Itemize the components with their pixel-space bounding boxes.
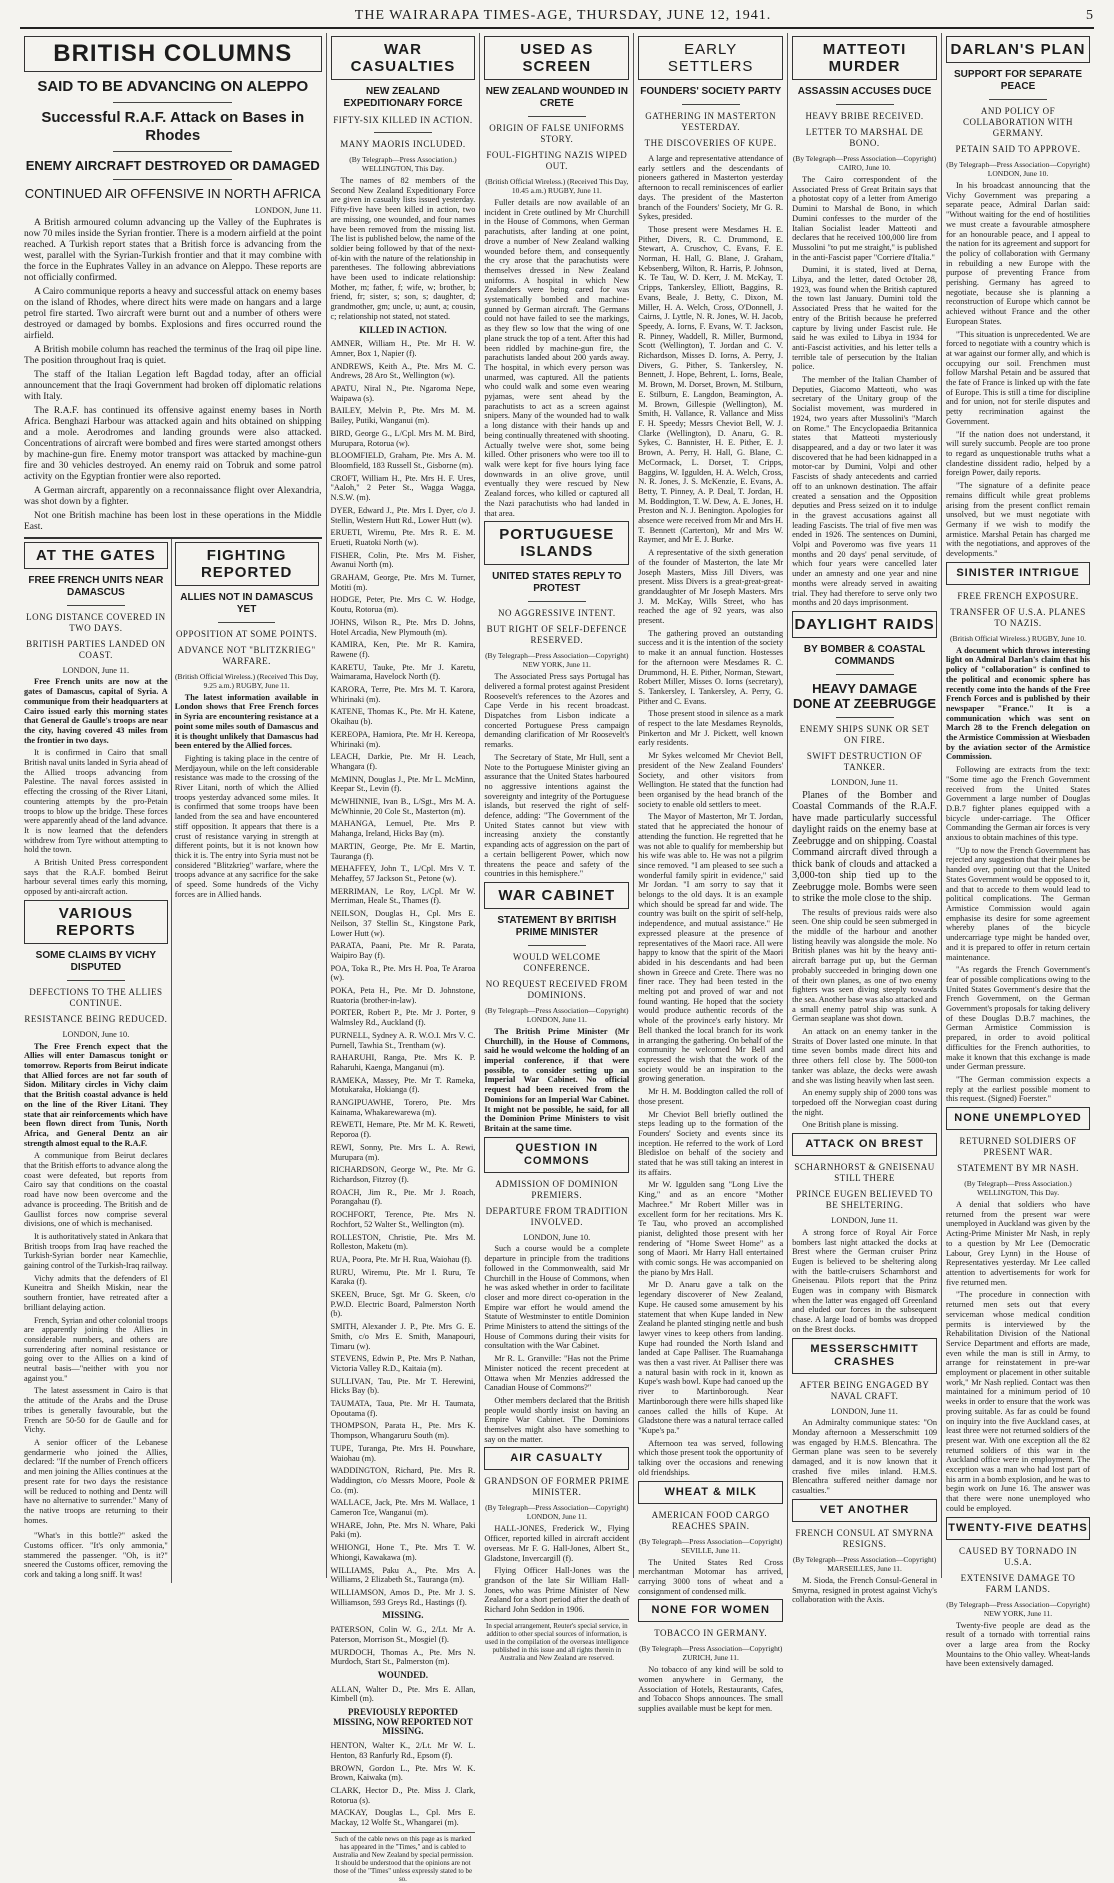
casualty-entry: WADDINGTON, Richard, Pte. Mrs R. Waddington, c/o Messrs Moore, Poole & Co. (m). [330,1466,476,1495]
deck: LONG DISTANCE COVERED IN TWO DAYS. [26,611,166,633]
paragraph: Mr R. L. Granville: "Has not the Prime Minister noticed the recent precedent at Ottawa when Mr Menzies addressed the Canadian House of Commons?" [484,1354,630,1393]
byline: (By Telegraph—Press Association—Copyright) SEVILLE, June 11. [638,1536,783,1555]
paragraph: A communique from Beirut declares that the British efforts to advance along the coast were defeated, but reports from Cairo say that conditions on the coastal road have now been overcome and the advance is proceeding. The British and de Gaullist forces now comprise several divisions, one of which is mechanised. [24,1151,168,1229]
casualty-entry: MURDOCH, Thomas A., Pte. Mrs N. Murdoch, Start St., Palmerston (m). [330,1647,476,1667]
paragraph: The Mayor of Masterton, Mr T. Jordan, stated that he appreciated the honour of attending the function. He regretted that he was not able to qualify for membership but his wife was able to. He was not a pilgrim since removed. "I am pleased to see such a wonderful family spirit in evidence," said Mr Jordan. "I am sorry to say that it belongs to the old days. It is an example which should be spread far and wide. The country was built on the spirit of self-help, independence, and mutual assistance." He expressed pleasure at the presence of representatives of the Maori race. All were happy to know that the spirit of the Maori abided in his descendants and had been shown in Greece and Crete. There was no finer race. They had been tested in the melting pot and proved of war and not found wanting. He hoped that the society would produce authentic records of the whole of the province's early history. Mr Bell thanked the local branch for its work in arranging the gathering. On behalf of the community he welcomed Mr Bell and expressed the wish that the work of the society would be an inspiration to the growing generation. [638,812,784,1084]
casualty-entry: BLOOMFIELD, Graham, Pte. Mrs A. M. Bloomfield, 183 Russell St., Gisborne (m). [330,451,476,470]
column-war-casualties [327,33,481,1883]
paragraph: The latest information available in London shows that Free French forces in Syria are encountering resistance at a point some miles south of Damascus and it is thought unlikely that Damascus had been entered by the Allied forces. [174,692,319,751]
masthead [20,8,1094,29]
casualty-entry: KATENE, Thomas K., Pte. Mr H. Katene, Okaihau (b). [330,707,476,727]
casualty-entry: POKA, Peta H., Pte. Mr D. Johnstone, Ruatoria (brother-in-law). [330,986,476,1005]
headline: NONE FOR WOMEN [638,1599,783,1622]
casualty-entry: PATERSON, Colin W. G., 2/Lt. Mr A. Paterson, Morrison St., Mosgiel (f). [330,1625,476,1644]
casualty-entry: MERRIMAN, Le Roy, L/Cpl. Mr W. Merriman, Heale St., Thames (f). [330,886,476,906]
headline: WAR CABINET [484,882,629,909]
deck: NO AGGRESSIVE INTENT. [498,608,616,619]
paragraph: A strong force of Royal Air Force bombers last night attacked the docks at Brest where the German cruiser Prinz Eugen is believed to be sheltering along with the battle-cruisers Scharnhorst and Gneisenau. Pilots report that the Prinz Eugen was in company with Bismarck when the latter was engaged off Greenland and eluded our forces in the subsequent chase. A large load of bombs was dropped on the Brest docks. [792,1227,937,1334]
deck: BRITISH PARTIES LANDED ON COAST. [26,638,166,660]
casualty-entry: WILLIAMSON, Amos D., Pte. Mr J. S. Williamson, 593 Greys Rd., Hastings (f). [330,1588,476,1607]
casualty-entry: ALLAN, Walter D., Pte. Mrs E. Allan, Kimbell (m). [330,1684,476,1704]
paragraph: A senior officer of the Lebanese gendarmerie who joined the Allies, declared: "If the number of French officers and men joining the Allies continues at the present rate for two days the resistance will be reduced to nothing and Dentz will have no alternative to surrender." Many of the native troops are returning to their homes. [24,1438,168,1525]
casualty-entry: SKEEN, Bruce, Sgt. Mr G. Skeen, c/o P.W.D. Electric Board, Palmerston North (b). [330,1290,476,1319]
kicker: ENEMY AIRCRAFT DESTROYED OR DAMAGED [25,158,320,173]
paragraph: "As regards the French Government's fear of possible complications owing to the United States Government's desire that the French Government, on the German Government's proposals for taking delivery of these Douglas D.B.7 machines, the German Armistice Commission is prepared, in order to avoid political difficulties for the French authorities, to make it known that this exchange is made under German pressure. [946,965,1091,1072]
paragraph: A German aircraft, apparently on a reconnaissance flight over Alexandria, was shot down by a fighter. [24,485,322,507]
deck: TRANSFER OF U.S.A. PLANES TO NAZIS. [950,606,1086,628]
casualty-entry: RAHARUHI, Ranga, Pte. Mrs K. P. Raharuhi, Kaenga, Manganui (m). [330,1053,476,1072]
deck: THE DISCOVERIES OF KUPE. [644,138,777,148]
killed-list [331,339,476,1607]
paragraph: The staff of the Italian Legation left Bagdad today, after an official announcement that the Iraqi Government had broken off diplomatic relations with Italy. [24,369,322,402]
paragraph: The Free French expect that the Allies will enter Damascus tonight or tomorrow. Reports from Beirut indicate that Allied forces are not far south of Sidon. Military circles in Vichy claim that the British coastal advance is held on the line of the River Litani. They state that air reinforcements which have been flown direct from Tunis, North Africa, and General Dentz an air strength almost equal to the R.A.F. [24,1041,168,1148]
casualty-entry: ROACH, Jim R., Pte. Mr J. Roach, Porangahau (f). [330,1187,476,1207]
paragraph: M. Sioda, the French Consul-General in Smyrna, resigned in protest against Vichy's collaboration with the Axis. [792,1575,937,1605]
casualty-entry: KAMIRA, Ken, Pte. Mr R. Kamira, Rawene (f). [330,640,476,659]
headline: AT THE GATES [24,542,168,569]
byline: (By Telegraph—Press Association—Copyright) ZURICH, June 11. [638,1644,783,1663]
paragraph: A large and representative attendance of early settlers and the descendants of pioneers gathered in Masterton yesterday afternoon to recall reminiscences of earlier days. The president of the Masterton branch of the Founders' Society, Mr G. R. Sykes, presided. [638,154,784,222]
paragraph: The gathering proved an outstanding success and it is the intention of the society to make it an annual function. Hostesses for the afternoon were Mesdames R. C. Drummond, H. E. Pither, Norman, Stewart, Robert Miller, Misses O. Iorns (secretary), S. Tankersley, I. Tankersley, A. Perry, G. Pither and C. Evans. [638,628,784,706]
deck: CAUSED BY TORNADO IN U.S.A. [958,1545,1078,1567]
deck: RETURNED SOLDIERS OF PRESENT WAR. [959,1136,1077,1158]
casualty-entry: STEVENS, Edwin P., Pte. Mrs P. Nathan, Victoria Valley R.D., Kaitaia (m). [330,1354,476,1373]
wounded-list [331,1685,476,1704]
column-fighting [172,539,322,1583]
paragraph: "Up to now the French Government has rejected any suggestion that their planes be handed over, pointing out that the United States Government would be opposed to it, and that to accede to them would lead to political complications. The German Armistice Commission would again emphasise its desire for some agreement whereby planes of the bicycle undercarriage type might be handed over, and it is prepared to offer in return certain maintenance. [946,845,1091,962]
casualty-entry: APATU, Niral N., Pte. Ngaroma Nepe, Waipawa (s). [330,384,476,403]
deck: DEFECTIONS TO THE ALLIES CONTINUE. [29,986,163,1008]
casualty-entry: PARATA, Paani, Pte. Mr R. Parata, Waipiro Bay (f). [330,941,476,960]
kicker: Successful R.A.F. Attack on Bases in Rhodes [41,109,305,144]
deck: HEAVY BRIBE RECEIVED. [805,111,924,121]
paragraph: The Secretary of State, Mr Hull, sent a Note to the Portuguese Minister giving an assurance that the United States harboured no aggressive intentions against the sovereignty and integrity of the Portuguese islands, but reserved the right of self-defence, adding: "The Government of the United States cannot but view with increasing anxiety the constantly expanding acts of aggression on the part of a certain belligerent Power, which now threatens the peace and safety of the countries in this hemisphere." [484,752,630,879]
deck: ADMISSION OF DOMINION PREMIERS. [495,1178,619,1200]
paragraph: Mr Cheviot Bell briefly outlined the steps leading up to the formation of the Founders' Society and events since its inception. He referred to the work of Lord Bledisloe on behalf of the society and stated that he was still taking an interest in its affairs. [638,1109,784,1177]
deck: AFTER BEING ENGAGED BY NAVAL CRAFT. [799,1379,930,1401]
headline: USED AS SCREEN [484,36,629,80]
byline: (By Telegraph—Press Association—Copyright) MARSEILLES, June 11. [792,1554,937,1573]
kicker: SUPPORT FOR SEPARATE PEACE [954,69,1082,92]
headline: DARLAN'S PLAN [946,36,1090,63]
paragraph: The British Prime Minister (Mr Churchill), in the House of Commons, said he would welcome the holding of an imperial conference, if that were possible, to consider setting up an Imperial War Cabinet. No official request had been received from the Dominions for an Imperial War Cabinet. It might not be possible, he said, for all the Dominion Prime Ministers to visit Britain at the same time. [484,1026,630,1133]
deck: ADVANCE NOT "BLITZKRIEG" WARFARE. [177,644,316,666]
byline: (British Official Wireless.) (Received This Day, 9.25 a.m.) RUGBY, June 11. [175,671,319,690]
headline-british-columns: BRITISH COLUMNS [24,36,322,72]
column-lead [20,33,327,1578]
paragraph: "What's in this bottle?" asked the Customs officer. "It's only ammonia," stammered the passenger. "Oh, is it?" sneered the Customs officer, removing the cork and taking a long sniff. It was! [24,1531,168,1580]
casualty-entry: KEREOPA, Hamiora, Pte. Mr H. Kereopa, Whirinaki (m). [330,729,476,749]
paragraph: A British armoured column advancing up the Valley of the Euphrates is now 70 miles inside the Syrian frontier. There is a modern airfield at the point reached. A Turkish report states that a British force is advancing from the west, parallel with the Syrian-Turkish frontier and that it may combine with the force in the Euphrates Valley in an advance on Aleppo. These reports are not officially confirmed. [24,217,322,283]
paragraph: "The signature of a definite peace remains difficult while great problems arising from the present conflict remain unsolved, but we must negotiate with Germany if we wish to modify the armistice. Marshal Petain has charged me with the negotiations, and approves of the developments." [946,481,1091,559]
paragraph: Such a course would be a complete departure in principle from the traditions followed in the Commonwealth, said Mr Churchill in the House of Commons, when he was asked whether in order to facilitate closer and more direct co-operation in the Empire war effort he would amend the Statute of Westminster to entitle Dominion Prime Ministers to attend the sittings of the House of Commons during their visits for consultation with the War Cabinet. [484,1244,630,1351]
casualty-entry: WHIONGI, Hone T., Pte. Mrs T. W. Whiongi, Kawakawa (m). [330,1543,476,1562]
paragraph: Mr H. M. Boddington called the roll of those present. [638,1087,784,1106]
dateline: LONDON, June 11. [831,1406,898,1416]
headline: WHEAT & MILK [638,1481,783,1504]
dateline: LONDON, June 11. [254,206,322,215]
paragraph: "If the nation does not understand, it will surely succumb. People are too prone to regard as unquestionable truths what a clandestine dissident radio, helped by a foreign Power, daily reports. [946,429,1091,478]
kicker: HEAVY DAMAGE DONE AT ZEEBRUGGE [793,680,937,711]
casualty-entry: ANDREWS, Keith A., Pte. Mrs M. C. Andrews, 28 Aro St., Wellington (w). [330,361,476,381]
paragraph: The United States Red Cross merchantman Motomar has arrived, carrying 3000 tons of wheat and a consignment of condensed milk. [638,1557,784,1596]
paragraph: No tobacco of any kind will be sold to women anywhere in Germany, the Association of Hotels, Restaurants, Cafes, and Tobacco Shops announces. The small supplies available must be kept for men. [638,1665,784,1714]
paragraph: Fighting is taking place in the centre of Merdjayoun, while on the left considerable resistance was made to the crossing of the River Litani, north of which the Allied troops yesterday advanced some miles. It is confirmed that some troops have been landed from the sea and have encountered stiff opposition. It appears that there is a crust of resistance varying in strength at different points, but it is not known how thick it is. The entry into Syria must not be considered "Blitzkrieg" warfare, where the troops advance at any sacrifice for the sake of speed. Some hundreds of the Vichy forces are in Allied hands. [174,753,319,899]
masthead-title: THE WAIRARAPA TIMES-AGE, THURSDAY, JUNE 12, 1941. [354,8,772,23]
paragraph: An attack on an enemy tanker in the Straits of Dover lasted one minute. In that time seven bombs made direct hits and three others fell close by. The 5000-ton tanker was ablaze, the decks were awash and she was listing heavily when last seen. [792,1027,937,1085]
paragraph: Following are extracts from the text: "Some time ago the French Government received from the United States Government a large number of Douglas D.B.7 fighter planes equipped with a bicycle under-carriage. The Officer Commanding the German air forces is very anxious to obtain machines of this type. [946,765,1091,843]
paragraph: A British United Press correspondent says that the R.A.F. bombed Beirut harbour several times early this morning, opposed by anti-aircraft action. [24,858,168,897]
casualty-entry: WHARE, John, Pte. Mrs N. Whare, Paki Paki (m). [330,1520,476,1540]
headline: NONE UNEMPLOYED [946,1107,1090,1130]
column-early-settlers [634,33,788,1714]
casualty-entry: RICHARDSON, George W., Pte. Mr G. Richardson, Fitzroy (f). [330,1165,476,1184]
casualty-entry: ERUETI, Wiremu, Pte. Mrs R. E. M. Erueti, Ruatoki North (w). [330,528,476,547]
deck: GRANDSON OF FORMER PRIME MINISTER. [484,1476,630,1498]
paragraph: Those present stood in silence as a mark of respect to the late Mesdames Reynolds, Pinkerton and Mr J. Pickett, well known early residents. [638,709,784,748]
headline: QUESTION IN COMMONS [484,1137,629,1173]
casualty-entry: RURU, Wiremu, Pte. Mr I. Ruru, Te Karaka (f). [330,1267,476,1287]
kicker: NEW ZEALAND EXPEDITIONARY FORCE [343,86,463,109]
column-darlan [942,33,1094,1669]
headline: VARIOUS REPORTS [24,900,168,944]
paragraph: An Admiralty communique states: "On Monday afternoon a Messerschmitt 109 was engaged by H.M.S. Blencathra. The German plane was seen to be severely damaged, and it is now known that it crashed five miles inland. H.M.S. Blencathra suffered neither damage nor casualties." [792,1418,937,1496]
casualty-entry: GRAHAM, George, Pte. Mrs M. Turner, Motiti (m). [330,573,476,592]
deck: AND POLICY OF COLLABORATION WITH GERMANY. [962,106,1074,138]
casualty-entry: CROFT, William H., Pte. Mrs H. F. Ures, "Aaloh," 2 Peter St., Wagga Wagga, N.S.W. (m). [330,473,476,503]
byline: (By Telegraph—Press Association—Copyright) CAIRO, June 10. [792,154,937,172]
paragraph: Vichy admits that the defenders of El Kuneitra and Sheikh Miskin, near the southern frontier, have retreated after a brilliant delaying action. [24,1273,168,1312]
casualty-entry: WALLACE, Jack, Pte. Mrs M. Wallace, 1 Cameron Tce, Wanganui (m). [330,1498,476,1518]
casualty-entry: FISHER, Colin, Pte. Mrs M. Fisher, Awanui North (m). [330,550,476,570]
paragraph: Other members declared that the British people would shortly insist on having an Empire War Cabinet. The Dominions themselves might also have something to say on the matter. [484,1395,630,1444]
deck: OPPOSITION AT SOME POINTS. [175,628,318,639]
casualty-entry: SMITH, Alexander J. P., Pte. Mrs G. E. Smith, c/o Mrs E. Smith, Manapouri, Timaru (w). [330,1322,476,1351]
casualty-entry: KARETU, Tauke, Pte. Mr J. Karetu, Waimarama, Havelock North (f). [330,662,476,682]
deck: FREE FRENCH EXPOSURE. [957,590,1079,601]
paragraph: The names of 82 members of the Second New Zealand Expeditionary Force are given in casualty lists issued yesterday. Fifty-five have been killed in action, two are missing, one wounded, and four names have been removed from the missing list. The list is published below, the name of the soldier being followed by that of the next-of-kin with the nature of the relationship in parentheses. The following abbreviations have been used to indicate relationship: Mother, m; father, f; wife, w; brother, b; friend, fr; sister, s; son, s; daughter, d; grandmother, gm; uncle, u; aunt, a; cousin, c; relationship not stated, not stated. [330,176,476,321]
page-number: 5 [1086,8,1094,23]
paragraph: "The procedure in connection with returned men sets out that every serviceman whose medical condition permits is interviewed by the Rehabilitation Division of the National Service Department and efforts are made, even while the man is still in Army, to arrange for reinstatement in pre-war employment or placement in other suitable work," Mr Nash replied. Contact was then maintained for a minimum period of 10 weeks in order to ensure that the work was proving suitable. As far as could be found on inquiry into the five Auckland cases, at least three were not returned soldiers of the present war. With one exception all the 82 returned soldiers of this war in the Auckland office were in employment. The exception was a man who had lost part of his arm in a bomb explosion, and he was to begin work on June 16. The answer was that there were none unemployed who could be employed. [946,1290,1091,1513]
headline: AIR CASUALTY [484,1447,629,1470]
kicker: ASSASSIN ACCUSES DUCE [797,86,932,97]
casualty-entry: RAMEKA, Massey, Pte. Mr T. Rameka, Motukaraka, Hokianga (f). [330,1075,476,1095]
casualty-entry: BAILEY, Melvin P., Pte. Mrs M. M. Bailey, Putiki, Wanganui (m). [330,406,476,426]
byline: (British Official Wireless.) RUGBY, June 10. [950,633,1086,643]
paragraph: Planes of the Bomber and Coastal Commands of the R.A.F. have made particularly successful daylight raids on the enemy base at Zeebrugge and on shipping. Coastal Command aircraft dived through a thick bank of clouds and attacked a 3,000-ton ship tied up to the Zeebrugge mole. Bombs were seen to strike the mole close to the ship. [792,789,937,905]
casualty-entry: NEILSON, Douglas H., Cpl. Mrs E. Neilson, 37 Stellin St., Kingstone Park, Lower Hutt (w). [330,909,476,938]
casualty-entry: RANGIPUAWHE, Torero, Pte. Mrs Kainama, Whakarewarewa (m). [330,1098,476,1117]
paragraph: Twenty-five people are dead as the result of a tornado with torrential rains over a large area from the Rocky Mountains to the Ohio valley. Wheat-lands have been extensively damaged. [946,1620,1091,1669]
casualty-entry: REWI, Sonny, Pte. Mrs L. A. Rewi, Murupara (m). [330,1142,476,1162]
paragraph: Not one British machine has been lost in these operations in the Middle East. [24,510,322,532]
deck: PETAIN SAID TO APPROVE. [955,144,1081,154]
deck: LETTER TO MARSHAL DE BONO. [805,127,924,148]
paragraph: The Cairo correspondent of the Associated Press of Great Britain says that a photostat copy of a letter from Amerigo Dumini to Marshal de Bono, in which Dumini confesses to the murder of the Italian Socialist leader Matteoti and declares that he received 100,000 lire from Mussolini "to put me straight," is published in the anti-Fascist paper "Corriere d'Italia." [792,175,937,262]
dateline: LONDON, June 10. [62,1029,130,1039]
byline: (By Telegraph—Press Association—Copyright) LONDON, June 10. [946,160,1090,178]
column-matteoti [788,33,942,1605]
headline: MATTEOTI MURDER [792,36,937,80]
paragraph: "The German commission expects a reply at the earliest possible moment to this request. (Signed) Foerster." [946,1074,1091,1104]
paragraph: The R.A.F. has continued its offensive against enemy bases in North Africa. Benghazi Harbour was attacked again and hits obtained on shipping and a mole. Aerodromes and landing grounds were also attacked. Concentrations of aircraft were bombed and fires were started amongst others by machine-gun fire. Enemy motor transport was attacked by machine-gun fire and 30 vehicles destroyed. An enemy raid on Tobruk and some patrol activity on the Egyptian frontier were also reported. [24,405,322,482]
kicker: UNITED STATES REPLY TO PROTEST [492,571,622,595]
headline: PORTUGUESE ISLANDS [484,521,629,565]
paragraph: One British plane is missing. [802,1120,899,1130]
casualty-entry: MAHANGA, Lemuel, Pte. Mrs P. Mahanga, Ireland, Hicks Bay (m). [330,819,476,839]
paragraph: An enemy supply ship of 2000 tons was torpedoed off the Norwegian coast during the night. [792,1088,937,1117]
headline: MESSERSCHMITT CRASHES [792,1338,937,1374]
prev-list [331,1741,476,1828]
column-gates [24,539,172,1583]
casualty-entry: HODGE, Peter, Pte. Mrs C. W. Hodge, Koutu, Rotorua (m). [330,595,476,615]
column-crete [480,33,634,1662]
paragraph: A representative of the sixth generation of the founder of Masterton, the late Mr Joseph Masters, Miss Jill Divers, was present. Miss Divers is a great-great-great-granddaughter of Mr Joseph Masters. Mrs J. M. McKay, Wills Street, who has reached the age of 92 years, was also present. [638,548,784,626]
paragraph: Fuller details are now available of an incident in Crete outlined by Mr Churchill in the House of Commons, when German parachutists, after landing at one point, drove a number of New Zealand walking wounded before them, and consequently the cry arose that the parachutists were themselves dressed in New Zealand uniforms. A hospital in which New Zealanders were being cared for was systematically bombed and machine-gunned by German aircraft. The Germans could not have failed to see the markings, as they flew so low that the wing of one plane struck the top of a tent. After this had been riddled by machine-gun fire, the parachutists landed about 200 yards away. The hospital, in which every person was unarmed, was captured. All the patients who could walk and some even wearing pyjamas, were sent ahead by the parachutists to act as a screen against snipers. Many of the wounded had to walk a long distance with their hands up and being continually threatened with shooting. Actually twelve were shot, some being killed. Other prisoners who were too ill to walk were kept for five hours lying face downwards in an olive grove, until eventually they were rescued by New Zealand forces, who killed or captured all the Nazi parachutists who had landed in that area. [484,198,630,518]
casualty-entry: McWHINNIE, Ivan B., L/Sgt., Mrs M. A. McWhinnie, 20 Cole St., Masterton (m). [330,797,476,816]
deck: GATHERING IN MASTERTON YESTERDAY. [645,111,777,132]
casualty-entry: RUA, Poora, Pte. Mr H. Rua, Waiohau (f). [330,1254,472,1264]
paragraph: A document which throws interesting light on Admiral Darlan's claim that his policy of "collaboration" is confined to the political and economic sphere has recently come into the hands of the Free French Forces and is published by their newspaper "France." It is a communication which was sent on March 28 to the French delegation on the Armistice Commission at Wiesbaden by the aviation sector of the Armistice Commission. [946,645,1091,762]
dateline: LONDON, June 11. [831,1216,898,1226]
casualty-entry: MARTIN, George, Pte. Mr E. Martin, Tauranga (f). [330,841,476,861]
dateline: LONDON, June 11. [62,665,130,675]
casualty-entry: THOMPSON, Parata H., Pte. Mrs K. Thompson, Whangaruru South (m). [330,1421,476,1441]
casualty-entry: CLARK, Hector D., Pte. Miss J. Clark, Rotorua (s). [330,1785,476,1805]
byline: (By Telegraph—Press Association—Copyright) NEW YORK, June 11. [946,1599,1090,1618]
casualty-entry: MACKAY, Douglas L., Cpl. Mrs E. Mackay, 12 Wolfe St., Whangarei (m). [330,1808,476,1828]
paragraph: In his broadcast announcing that the Vichy Government was preparing a separate peace, Admiral Darlan said: "Without waiting for the end of hostilities we must create a favourable atmosphere for an honourable peace, and I appeal to the nation for its agreement and support for the policy of collaboration with Germany in rebuilding a new Europe with the purpose of preventing France from perishing. Germany has agreed to negotiate, because she is planning a reconstruction of Europe which cannot be achieved without France and the other European States. [946,181,1091,326]
casualty-entry: BIRD, George G., L/Cpl. Mrs M. M. Bird, Murupara, Rotorua (w). [330,428,476,448]
casualty-entry: HENTON, Walter K., 2/Lt. Mr W. L. Henton, 83 Ranfurly Rd., Epsom (f). [330,1741,476,1760]
casualty-entry: SULLIVAN, Tau, Pte. Mr T. Herewini, Hicks Bay (b). [330,1376,476,1396]
headline: ATTACK ON BREST [792,1133,937,1156]
casualty-entry: ROLLESTON, Christie, Pte. Mrs M. Rolleston, Maketu (m). [330,1232,476,1252]
section-heading: KILLED IN ACTION. [359,324,447,335]
casualty-entry: LEACH, Darkie, Pte. Mr H. Leach, Whangara (f). [330,752,476,771]
deck: TOBACCO IN GERMANY. [654,1628,768,1639]
headline: TWENTY-FIVE DEATHS [946,1517,1090,1540]
section-heading: MISSING. [382,1610,424,1621]
paragraph: French, Syrian and other colonial troops are apparently joining the Allies in considerable numbers, and others are surrendering after nominal resistance or going over to the Allies on a kind of neutral basis—"neither with you nor against you." [24,1315,168,1383]
deck: DEPARTURE FROM TRADITION INVOLVED. [485,1205,629,1227]
headline: DAYLIGHT RAIDS [792,611,937,638]
deck: FRENCH CONSUL AT SMYRNA RESIGNS. [795,1527,934,1549]
paragraph: Afternoon tea was served, following which those present took the opportunity of talking over the occasions and renewing old friendships. [638,1438,784,1477]
deck: STATEMENT BY MR NASH. [957,1163,1079,1174]
casualty-entry: POA, Toka R., Pte. Mrs H. Poa, Te Araroa (w). [330,963,476,983]
deck: EXTENSIVE DAMAGE TO FARM LANDS. [960,1572,1076,1594]
deck: FOUL-FIGHTING NAZIS WIPED OUT. [486,150,628,171]
paragraph: Mr W. Iggulden sang "Long Live the King," and as an encore "Mother Machree." Mr Robert Miller was in excellent form for her recitations. Mrs K. Te Tau, who proved an accomplished pianist, delighted those present with her rendering of "Home Sweet Home" as a song of Maori. Mr Harry Hall entertained with comic songs. He was accompanied on the piano by Mrs Hall. [638,1180,784,1277]
headline: WAR CASUALTIES [331,36,476,80]
casualty-entry: PORTER, Robert P., Pte. Mr J. Porter, 9 Walmsley Rd., Auckland (f). [330,1008,476,1028]
paragraph: Free French units are now at the gates of Damascus, capital of Syria. A communique from their headquarters at Cairo issued early this morning states that General de Gaulle's troops are near the city, having covered 43 miles from the frontier in two days. [24,677,168,745]
paragraph: Mr D. Anaru gave a talk on the legendary discoverer of New Zealand, Kupe. He caused some amusement by his statement that when Kupe landed in New Zealand he planted stinging nettle and bush lawyer vines to keep others from landing. Kupe had rounded the North Island and landed at Cape Palliser. The Ruamahanga was then a vast river. At Palliser there was a natural basin with rock in it, known as Kupe's wash bowl. Kupe had canoed up the river to Martinborough. Near Martinborough there were hills shaped like canoes called the hills of Kupe. At Gladstone there was a natural terrace called "Kupe's pa." [638,1280,784,1435]
paragraph: The results of previous raids were also seen. One ship could be seen submerged in the middle of the harbour and another listing heavily was alongside the mole. No British planes was hit by the heavy anti-aircraft barrage put up, but the German probably succeeded in bringing down one of their own planes, as one of two enemy fighters was seen diving steeply towards the sea. Another base was also attacked and a small enemy patrol ship was sunk. A German seaplane was shot down. [792,907,937,1024]
deck: MANY MAORIS INCLUDED. [340,139,466,149]
casualty-entry: ROCHFORT, Terence, Pte. Mrs N. Rochfort, 52 Walter St., Wellington (m). [330,1210,476,1229]
headline: EARLY SETTLERS [638,36,783,80]
deck: ORIGIN OF FALSE UNIFORMS STORY. [489,123,625,144]
casualty-entry: REWETI, Hemare, Pte. Mr M. K. Reweti, Reporoa (f). [330,1120,476,1140]
paragraph: A denial that soldiers who have returned from the present war were unemployed in Auckland was given by the Acting-Prime Minister Mr Nash, in reply to a question by Mr Lee (Democratic Labour, Grey Lynn) in the House of Representatives yesterday. Mr Lee called attention to advertisements for work for five returned men. [946,1200,1091,1287]
paragraph: Mr Sykes welcomed Mr Cheviot Bell, president of the New Zealand Founders' Society, and other visitors from Wellington. He stated that the function had been organised by the head branch of the society to enable old settlers to meet. [638,751,784,809]
kicker: NEW ZEALAND WOUNDED IN CRETE [485,86,628,109]
paragraph: The Associated Press says Portugal has delivered a formal protest against President Roosevelt's references to the Azores and Cape Verde in his recent broadcast. Dispatches from Lisbon indicate a concerted Portuguese Press campaign demanding clarification of Mr Roosevelt's remarks. [484,672,630,750]
dateline: LONDON, June 11. [831,777,898,787]
casualty-entry: MEHAFFEY, John T., L/Cpl. Mrs V. T. Mehaffey, 57 Jackson St., Petone (w). [330,864,476,883]
paragraph: A British mobile column has reached the terminus of the Iraq oil pipe line. The position throughout Iraq is quiet. [24,344,322,366]
casualty-entry: McMINN, Douglas J., Pte. Mr L. McMinn, Keepar St., Levin (f). [330,774,476,794]
columns [20,33,1094,1883]
paragraph: "This situation is unprecedented. We are forced to negotiate with a country which is at war against our former ally, and which is occupying our soil. Frenchmen must follow Marshal Petain and be assured that the fate of France is linked up with the fate of Europe. This is still a time for discipline and for union, not for sterile disputes and petty recrimination against the Government. [946,329,1091,426]
byline: (By Telegraph—Press Association—Copyright) LONDON, June 11. [485,1005,629,1024]
kicker: CONTINUED AIR OFFENSIVE IN NORTH AFRICA [24,186,321,201]
casualty-entry: JOHNS, Wilson R., Pte. Mrs D. Johns, Hotel Arcadia, New Plymouth (m). [330,617,476,637]
section-heading: PREVIOUSLY REPORTED MISSING, NOW REPORTED NOT MISSING. [333,1707,473,1737]
deck: FIFTY-SIX KILLED IN ACTION. [333,115,473,125]
paragraph: The member of the Italian Chamber of Deputies, Giacomo Matteoti, who was secretary of the Unitary group of the Socialist movement, was murdered in 1924, two years after Mussolini's "March on Rome." The Encyclopaedia Britannica states that Matteoti mysteriously disappeared, and a day or two later it was discovered that he had been kidnapped in a motor-car by Dumini, Volpi and other Fascists of shady antecedents and carried off to an unknown destination. The affair created a sensation and the Opposition deputies and Press seized on it to indulge in the gravest accusations against all leading Fascists. The trial of five men was ended in 1926. The sentences on Dumini, Volpi and Poveromo was five years 11 months and 20 days' penal servitude, of which four years were cancelled later under an amnesty and one year and nine months were already served in awaiting trial. They had therefore to serve only two months and 20 days imprisonment. [792,375,937,608]
byline: (By Telegraph—Press Association.) WELLINGTON, This Day. [964,1179,1072,1198]
kicker: ALLIES NOT IN DAMASCUS YET [180,591,314,615]
headline: SINISTER INTRIGUE [946,562,1090,585]
paragraph: It is authoritatively stated in Ankara that British troops from Iraq have reached the Turkish-Syrian border near Kamechlie, gaining control of the Turkish-Iraq railway. [24,1231,168,1271]
casualty-entry: PURNELL, Sydney A. R. W.O.I. Mrs V. C. Purnell, Tawhia St., Trentham (w). [330,1030,476,1050]
article-body [24,218,322,533]
missing-list [331,1625,476,1667]
dateline: LONDON, June 10. [523,1232,591,1242]
deck: PRINCE EUGEN BELIEVED TO BE SHELTERING. [796,1189,934,1211]
casualty-entry: DYER, Edward J., Pte. Mrs I. Dyer, c/o J. Stellin, Western Hutt Rd., Lower Hutt (w). [330,505,476,525]
headline: VET ANOTHER [792,1499,937,1522]
deck: WOULD WELCOME CONFERENCE. [513,951,601,973]
casualty-entry: TAUMATA, Taua, Pte. Mr H. Taumata, Opoutama (f). [330,1399,476,1418]
kicker: BY BOMBER & COASTAL COMMANDS [803,643,926,667]
casualty-entry: AMNER, William H., Pte. Mr H. W. Amner, Box 1, Napier (f). [330,339,476,358]
footnote: Such of the cable news on this page as is marked has appeared in the "Times," and is cabled to Australia and New Zealand by special permission. It should be understood that the opinions are not those of the "Times" unless expressly stated to be so. [331,1832,476,1883]
byline: (By Telegraph—Press Association—Copyright) LONDON, June 11. [485,1503,629,1522]
kicker: FREE FRENCH UNITS NEAR DAMASCUS [28,574,164,598]
paragraph: The latest assessment in Cairo is that the attitude of the Arabs and the Druse tribes is generally favourable, but the French are 50-50 for de Gaulle and for Vichy. [24,1386,168,1435]
deck: ENEMY SHIPS SUNK OR SET ON FIRE. [799,723,930,745]
paragraph: A Cairo communique reports a heavy and successful attack on enemy bases on the island of Rhodes, where direct hits were made on hangars and a large petrol fire started. Two aircraft were burnt out and a number of others were destroyed or damaged by bombs. Explosions and fires occurred round the airfield. [24,286,322,341]
casualty-entry: KARORA, Terre, Pte. Mrs M. T. Karora, Whirinaki (m). [330,685,476,704]
kicker: SAID TO BE ADVANCING ON ALEPPO [37,78,309,95]
deck: SWIFT DESTRUCTION OF TANKER. [806,750,923,772]
deck: SCHARNHORST & GNEISENAU STILL THERE [794,1162,935,1184]
paragraph: Those present were Mesdames H. E. Pither, Divers, R. C. Drummond, E. Stewart, A. Cruschov, C. Evans, F. E. Norman, H. Hall, G. Blane, J. Graham, Kebsenberg, Wilton, R. Harris, P. Johnson, K. Te Tau, W. D. Kerr, J. M. McKay, T. Cripps, Tankersley, Elliott, Baggins, R. Evans, Beale, J. Betty, C. Dixon, M. Miller, H. A. Welch, Cross, O'Donnell, J. Cairns, J. Lyttle, N. R. Jones, W. H. Jacob, Speedy, A. Iorns, F. Evans, W. T. Jackson, R. Pinney, Waddell, R. Miller, Burmond, Scott (Wellington), T. Jordan and C. V. Richardson, Misses D. Iorns, A. Perry, J. Divers, G. Pither, S. Tankersley, N. Bennett, J. Hope, Behrent, L. Iorns, Beale, M. Brown, M. Dorset, Brown, M. Stilburn, E. Stilburn, E. Langdon, Beamington, A. M. Brown, Gillespie (Wellington), M. Smith, H. Vallance, R. Vallance and Miss F. H. Speedy; Messrs Cheviot Bell, W. J. Clarke (Wellington), D. Anaru, G. R. Sykes, C. Bannister, H. E. Pither, E. J. Brown, A. Perry, H. Hall, G. Blane, C. McCormack, L. Dorset, T. Cripps, Baggins, W. Iggulden, H. A. Welch, Cross, N. R. Jones, J. S. McKenzie, E. Evans, A. Betty, T. Pinney, A. P. Deal, T. Jordan, H. M. Boddington, T. W. Dew, A. E. Jones, H. Preston and N. J. Benington. Apologies for absence were received from Mr and Mrs H. T. Bennett (Carterton), Mr and Mrs W. Raymer, and Mr E. J. Burke. [638,224,784,545]
paragraph: Dumini, it is stated, lived at Derna, Libya, and the letter, dated October 28, 1923, was found when the British captured the town last January. Dumini told the Associated Press that he waited for the entry of the British because he preferred capture by living under Fascist rule. He said he was exiled to Libya in 1934 for anti-Fascist activities, and his letter tells a terrible tale of persecution by the Italian police. [792,265,937,372]
casualty-entry: WILLIAMS, Paku A., Pte. Mrs A. Williams, 2 Elizabeth St., Tauranga (m). [330,1565,476,1585]
byline: (British Official Wireless.) (Received This Day, 10.45 a.m.) RUGBY, June 11. [485,177,629,195]
deck: BUT RIGHT OF SELF-DEFENCE RESERVED. [486,624,628,646]
paragraph: Flying Officer Hall-Jones was the grandson of the late Sir William Hall-Jones, who was Prime Minister of New Zealand for a short period after the death of Richard John Seddon in 1906. [484,1566,630,1615]
headline: FIGHTING REPORTED [175,542,319,586]
kicker: FOUNDERS' SOCIETY PARTY [640,86,782,97]
deck: NO REQUEST RECEIVED FROM DOMINIONS. [485,978,628,1000]
deck: AMERICAN FOOD CARGO REACHES SPAIN. [651,1509,770,1531]
paragraph: HALL-JONES, Frederick W., Flying Officer, reported killed in aircraft accident overseas. Mr F. G. Hall-Jones, Albert St., Gladstone, Invercargill (f). [484,1524,630,1563]
byline: (By Telegraph—Press Association.) WELLINGTON, This Day. [349,155,457,173]
section-heading: WOUNDED. [377,1669,429,1680]
footnote: In special arrangement, Reuter's special service, in addition to other special sources of information, is used in the compilation of the overseas intelligence published in this issue and all rights therein in Australia and New Zealand are reserved. [484,1619,629,1662]
kicker: STATEMENT BY BRITISH PRIME MINISTER [497,914,617,938]
casualty-entry: TUPE, Turanga, Pte. Mrs H. Pouwhare, Waiohau (m). [330,1443,476,1463]
byline: (By Telegraph—Press Association—Copyright) NEW YORK, June 11. [485,651,629,670]
deck: RESISTANCE BEING REDUCED. [24,1013,168,1024]
kicker: SOME CLAIMS BY VICHY DISPUTED [35,949,157,973]
casualty-entry: BROWN, Gordon L., Pte. Mrs W. K. Brown, Kaiwaka (m). [330,1763,476,1783]
paragraph: It is confirmed in Cairo that small British naval units landed in Syria ahead of the Allied troops advancing from Palestine. The naval forces assisted in effecting the crossing of the River Litani, countering attempts by the pro-Petain troops to blow up the bridge. These forces were apparently ahead of the land advance. It is now learned that the defenders withdrew from Tyre without attempting to hold the town. [24,748,168,855]
